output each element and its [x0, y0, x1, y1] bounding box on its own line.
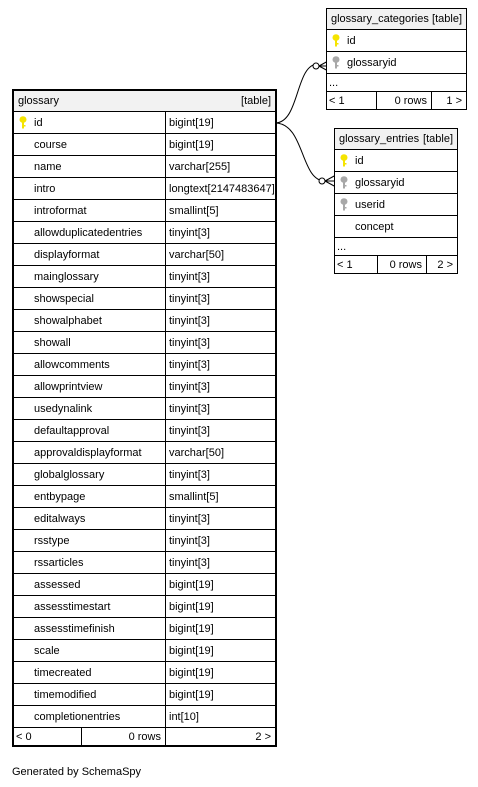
column-name-label: allowduplicatedentries: [34, 226, 143, 239]
column-name: [335, 216, 457, 237]
column-type: tinyint[3]: [165, 530, 275, 551]
column-name: [14, 442, 165, 463]
column-row[interactable]: [14, 640, 275, 662]
column-name-label: showalphabet: [34, 314, 102, 327]
column-type: tinyint[3]: [165, 464, 275, 485]
row-count: 0 rows: [81, 728, 165, 745]
column-name-label: allowcomments: [34, 358, 110, 371]
column-name: [14, 288, 165, 309]
parents-count[interactable]: < 0: [16, 730, 32, 743]
column-row[interactable]: [14, 156, 275, 178]
column-row[interactable]: [14, 552, 275, 574]
table-kind: [table]: [241, 95, 271, 107]
column-name: [14, 464, 165, 485]
table-footer: [335, 256, 457, 273]
column-name: [14, 486, 165, 507]
column-name: [14, 706, 165, 727]
column-name: [14, 222, 165, 243]
column-name: [14, 662, 165, 683]
column-type: int[10]: [165, 706, 275, 727]
table-glossary[interactable]: [12, 89, 277, 747]
column-name-label: assessed: [34, 578, 81, 591]
column-type: bigint[19]: [165, 684, 275, 705]
column-name-label: rsstype: [34, 534, 70, 547]
column-name: [14, 178, 165, 199]
table-name: glossary_entries: [339, 133, 420, 145]
relationship-glossary-to-categories: [275, 64, 318, 123]
column-row[interactable]: [335, 172, 457, 194]
column-name-label: introformat: [34, 204, 87, 217]
table-name: glossary: [18, 95, 59, 107]
column-row[interactable]: [14, 288, 275, 310]
column-name-label: defaultapproval: [34, 424, 110, 437]
column-name-label: timecreated: [34, 666, 92, 679]
column-name-label: approvaldisplayformat: [34, 446, 142, 459]
table-glossary-categories[interactable]: [326, 8, 467, 110]
column-name: [14, 596, 165, 617]
column-name: [14, 112, 165, 133]
column-type: smallint[5]: [165, 200, 275, 221]
column-type: tinyint[3]: [165, 266, 275, 287]
column-row[interactable]: [327, 30, 466, 52]
more-columns: ...: [327, 74, 466, 92]
column-row[interactable]: [14, 442, 275, 464]
column-name: [327, 30, 466, 51]
table-kind: [table]: [432, 13, 462, 25]
column-row[interactable]: [327, 52, 466, 74]
column-type: tinyint[3]: [165, 376, 275, 397]
column-type: varchar[255]: [165, 156, 275, 177]
column-name: [14, 508, 165, 529]
column-name-label: editalways: [34, 512, 86, 525]
column-name: [335, 150, 457, 171]
table-footer: [327, 92, 466, 109]
column-row[interactable]: [14, 178, 275, 200]
column-name: [14, 266, 165, 287]
table-glossary-entries[interactable]: [334, 128, 458, 274]
column-name: [14, 376, 165, 397]
column-row[interactable]: [14, 332, 275, 354]
column-type: bigint[19]: [165, 662, 275, 683]
column-row[interactable]: [14, 112, 275, 134]
column-row[interactable]: [14, 618, 275, 640]
table-header[interactable]: [335, 129, 457, 150]
column-type: bigint[19]: [165, 596, 275, 617]
column-type: tinyint[3]: [165, 222, 275, 243]
column-name: [14, 354, 165, 375]
column-row[interactable]: [14, 222, 275, 244]
primary-key-icon: [340, 154, 348, 167]
primary-key-icon: [19, 116, 27, 129]
column-name-label: glossaryid: [355, 176, 405, 189]
column-name-label: name: [34, 160, 62, 173]
column-name: [14, 310, 165, 331]
column-list: [335, 150, 457, 238]
column-type: tinyint[3]: [165, 332, 275, 353]
column-row[interactable]: [14, 310, 275, 332]
column-type: bigint[19]: [165, 134, 275, 155]
column-row[interactable]: [335, 216, 457, 238]
column-type: varchar[50]: [165, 244, 275, 265]
column-row[interactable]: [14, 706, 275, 728]
column-list: [14, 112, 275, 728]
column-name: [14, 684, 165, 705]
column-row[interactable]: [14, 486, 275, 508]
column-name-label: id: [347, 34, 356, 47]
table-footer: [14, 728, 275, 745]
row-count: 0 rows: [376, 92, 431, 109]
row-count: 0 rows: [377, 256, 426, 273]
column-type: varchar[50]: [165, 442, 275, 463]
column-type: longtext[2147483647]: [165, 178, 275, 199]
column-name-label: id: [355, 154, 364, 167]
column-name: [14, 552, 165, 573]
column-name-label: usedynalink: [34, 402, 93, 415]
column-row[interactable]: [14, 662, 275, 684]
table-header[interactable]: [14, 91, 275, 112]
column-type: tinyint[3]: [165, 288, 275, 309]
primary-key-icon: [332, 34, 340, 47]
column-name: [14, 618, 165, 639]
column-name-label: completionentries: [34, 710, 121, 723]
column-type: tinyint[3]: [165, 354, 275, 375]
table-kind: [table]: [423, 133, 453, 145]
table-header[interactable]: [327, 9, 466, 30]
column-name-label: mainglossary: [34, 270, 99, 283]
column-row[interactable]: [14, 200, 275, 222]
column-name-label: globalglossary: [34, 468, 105, 481]
column-type: tinyint[3]: [165, 398, 275, 419]
column-row[interactable]: [14, 508, 275, 530]
column-type: bigint[19]: [165, 112, 275, 133]
column-row[interactable]: [14, 354, 275, 376]
column-type: bigint[19]: [165, 574, 275, 595]
column-row[interactable]: [14, 376, 275, 398]
generated-by-label: Generated by SchemaSpy: [12, 766, 142, 778]
column-name-label: entbypage: [34, 490, 86, 503]
table-name: glossary_categories: [331, 13, 429, 25]
column-type: bigint[19]: [165, 640, 275, 661]
parents-count[interactable]: < 1: [329, 94, 345, 107]
column-name-label: showspecial: [34, 292, 94, 305]
column-name: [14, 134, 165, 155]
column-name: [14, 156, 165, 177]
foreign-key-icon: [340, 176, 348, 189]
column-name-label: rssarticles: [34, 556, 84, 569]
column-row[interactable]: [14, 464, 275, 486]
column-name-label: assesstimestart: [34, 600, 111, 613]
column-name-label: displayformat: [34, 248, 100, 261]
column-row[interactable]: [14, 134, 275, 156]
relationship-zero-marker: [313, 63, 319, 69]
column-type: bigint[19]: [165, 618, 275, 639]
children-count[interactable]: 1 >: [431, 92, 466, 109]
column-name-label: timemodified: [34, 688, 97, 701]
children-count[interactable]: 2 >: [426, 256, 457, 273]
column-row[interactable]: [335, 150, 457, 172]
foreign-key-icon: [340, 198, 348, 211]
foreign-key-icon: [332, 56, 340, 69]
column-type: tinyint[3]: [165, 552, 275, 573]
column-name-label: userid: [355, 198, 385, 211]
column-name: [335, 194, 457, 215]
column-name: [14, 244, 165, 265]
column-row[interactable]: [14, 244, 275, 266]
column-name: [14, 574, 165, 595]
column-name-label: assesstimefinish: [34, 622, 115, 635]
column-name-label: concept: [355, 220, 394, 233]
column-name: [14, 332, 165, 353]
column-type: smallint[5]: [165, 486, 275, 507]
column-name-label: glossaryid: [347, 56, 397, 69]
column-name: [327, 52, 466, 73]
more-columns: ...: [335, 238, 457, 256]
column-row[interactable]: [14, 530, 275, 552]
column-name: [335, 172, 457, 193]
column-name-label: course: [34, 138, 68, 151]
column-name: [14, 398, 165, 419]
column-name-label: scale: [34, 644, 60, 657]
column-type: tinyint[3]: [165, 310, 275, 331]
column-type: tinyint[3]: [165, 420, 275, 441]
column-name-label: allowprintview: [34, 380, 103, 393]
column-name-label: intro: [34, 182, 56, 195]
column-type: tinyint[3]: [165, 508, 275, 529]
column-row[interactable]: [14, 398, 275, 420]
column-row[interactable]: [14, 574, 275, 596]
column-row[interactable]: [14, 266, 275, 288]
relationship-glossary-to-entries: [275, 123, 325, 181]
column-name-label: id: [34, 116, 43, 129]
children-count[interactable]: 2 >: [165, 728, 275, 745]
column-row[interactable]: [14, 420, 275, 442]
column-name: [14, 530, 165, 551]
column-row[interactable]: [335, 194, 457, 216]
column-name: [14, 640, 165, 661]
parents-count[interactable]: < 1: [337, 258, 353, 271]
column-row[interactable]: [14, 596, 275, 618]
column-list: [327, 30, 466, 74]
column-name: [14, 200, 165, 221]
column-name-label: showall: [34, 336, 71, 349]
relationship-zero-marker: [319, 178, 325, 184]
column-row[interactable]: [14, 684, 275, 706]
column-name: [14, 420, 165, 441]
